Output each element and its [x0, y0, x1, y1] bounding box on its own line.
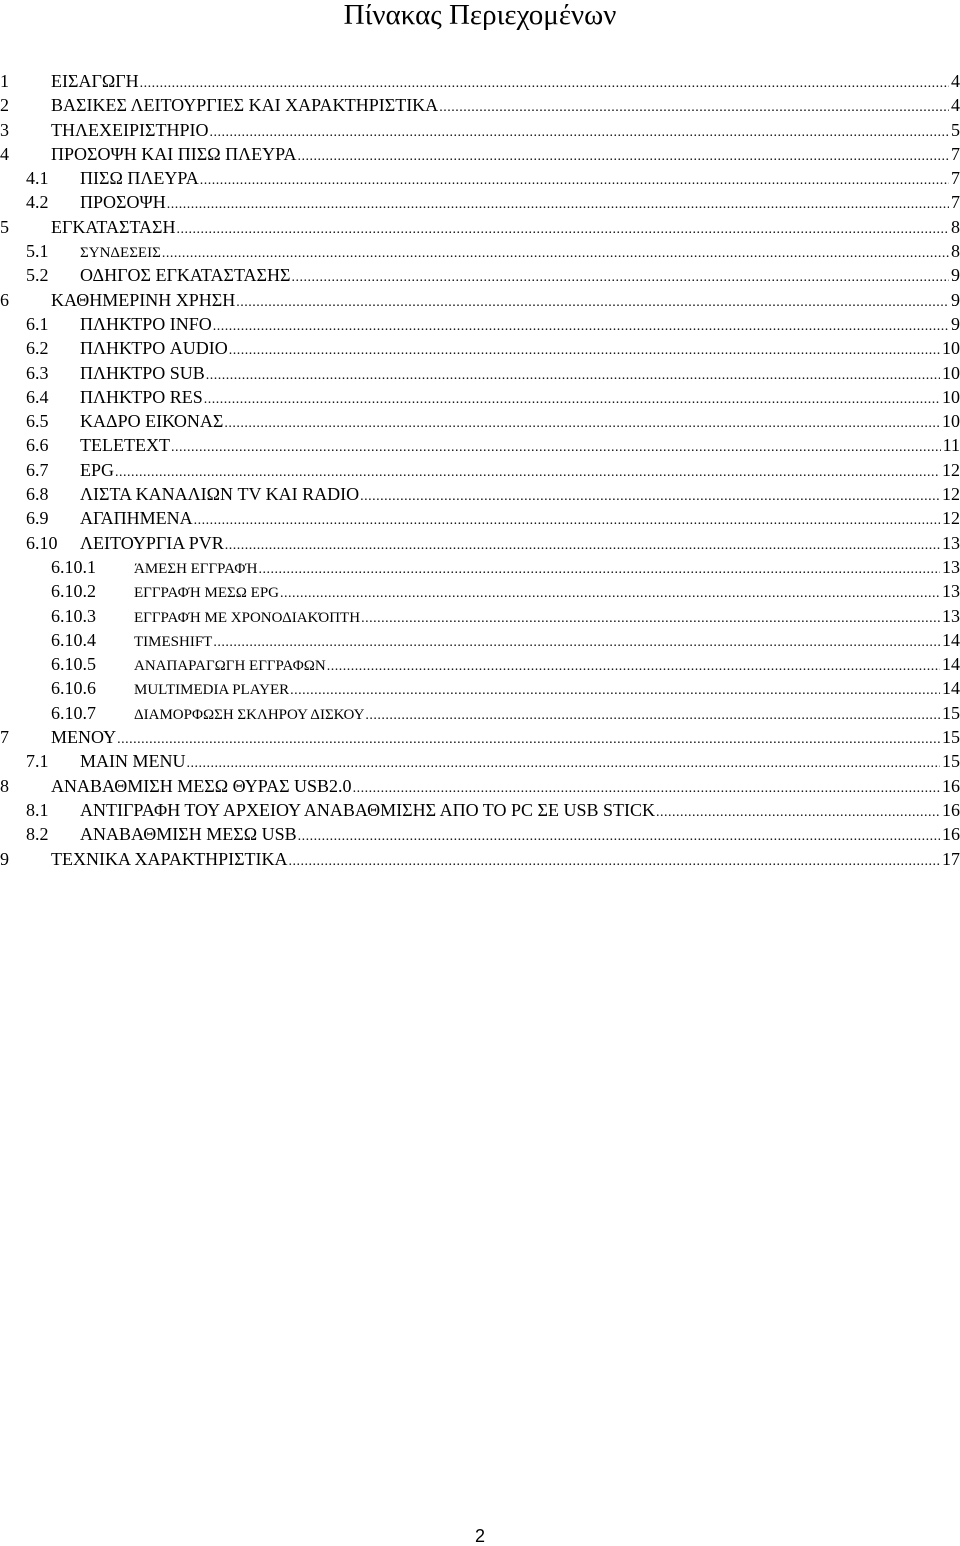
toc-entry-number: 5.2 [26, 265, 49, 286]
toc-entry-title: TELETEXT [80, 435, 170, 456]
toc-entry-page: 9 [951, 265, 960, 286]
toc-entry-title: ΚΑΘΗΜΕΡΙΝΗ ΧΡΗΣΗ [51, 289, 236, 310]
toc-entry-number: 6.10.2 [51, 581, 96, 602]
toc-entry[interactable] [0, 555, 960, 579]
toc-entry[interactable] [0, 579, 960, 603]
toc-entry-page: 13 [942, 532, 960, 553]
toc-entry-page: 8 [951, 216, 960, 237]
toc-entry-page: 10 [942, 362, 960, 383]
toc-entry[interactable] [0, 506, 960, 530]
toc-entry-number: 6.8 [26, 484, 49, 505]
toc-entry-page: 13 [942, 556, 960, 577]
toc-entry-number: 6 [0, 289, 9, 310]
toc-entry-title: ΛΕΙΤΟΥΡΓΙΑ PVR [80, 532, 224, 553]
toc-entry[interactable] [0, 531, 960, 555]
toc-entry-title: ΆΜΕΣΗ ΕΓΓΡΑΦΉ [134, 560, 258, 577]
toc-entry-title: ΚΑΔΡΟ ΕΙΚΟΝΑΣ [80, 411, 224, 432]
toc-entry-title: ΠΡΟΣΟΨΗ ΚΑΙ ΠΙΣΩ ΠΛΕΥΡΑ [51, 143, 297, 164]
toc-entry-title: ΠΙΣΩ ΠΛΕΥΡΑ [80, 168, 199, 189]
toc-entry-title: ΟΔΗΓΟΣ ΕΓΚΑΤΑΣΤΑΣΗΣ [80, 265, 291, 286]
toc-entry-number: 8.1 [26, 799, 49, 820]
toc-entry-page: 14 [942, 678, 960, 699]
toc-entry-page: 8 [951, 241, 960, 262]
toc-entry-page: 7 [951, 143, 960, 164]
toc-entry-number: 6.2 [26, 338, 49, 359]
toc-entry-page: 9 [951, 313, 960, 334]
toc-entry-number: 6.10 [26, 532, 58, 553]
toc-entry-page: 4 [951, 95, 960, 116]
toc-entry-page: 10 [942, 338, 960, 359]
toc-entry-page: 15 [942, 751, 960, 772]
toc-entry-number: 3 [0, 119, 9, 140]
toc-entry-number: 6.10.6 [51, 678, 96, 699]
dot-leader [289, 850, 940, 874]
toc-entry[interactable] [0, 774, 960, 798]
toc-entry-number: 5 [0, 216, 9, 237]
toc-entry-page: 5 [951, 119, 960, 140]
toc-entry-number: 1 [0, 71, 9, 91]
toc-entry[interactable] [0, 142, 960, 166]
toc-entry[interactable] [0, 458, 960, 482]
toc-entry-number: 7 [0, 727, 9, 748]
toc-entry-title: ΠΡΟΣΟΨΗ [80, 192, 166, 213]
toc-entry[interactable] [0, 166, 960, 190]
toc-entry-number: 4 [0, 143, 9, 164]
toc-entry-number: 9 [0, 848, 9, 869]
toc-entry[interactable] [0, 93, 960, 117]
toc-entry-title: ΑΝΑΒΑΘΜΙΣΗ ΜΕΣΩ ΘΥΡΑΣ USB2.0 [51, 775, 352, 796]
toc-entry-page: 10 [942, 411, 960, 432]
toc-entry[interactable] [0, 676, 960, 700]
toc-entry-title: ΑΝΑΠΑΡΑΓΩΓΗ ΕΓΓΡΑΦΩΝ [134, 658, 326, 675]
toc-entry[interactable] [0, 749, 960, 773]
toc-entry-title: ΔΙΑΜΟΡΦΩΣΗ ΣΚΛΗΡΟΥ ΔΙΣΚΟΥ [134, 706, 365, 723]
toc-entry-page: 15 [942, 727, 960, 748]
page-title: Πίνακας Περιεχομένων [343, 0, 617, 31]
toc-entry-title: ΠΛΗΚΤΡΟ RES [80, 386, 203, 407]
toc-entry[interactable] [0, 69, 960, 93]
toc-entry-title: ΤΕΧΝΙΚΑ ΧΑΡΑΚΤΗΡΙΣΤΙΚΑ [51, 848, 288, 869]
toc-entry-title: ΕΓΚΑΤΑΣΤΑΣΗ [51, 216, 176, 237]
toc-entry-number: 6.1 [26, 313, 49, 334]
toc-entry[interactable] [0, 628, 960, 652]
toc-entry-page: 14 [942, 629, 960, 650]
toc-entry[interactable] [0, 725, 960, 749]
toc-entry[interactable] [0, 798, 960, 822]
toc-entry-page: 10 [942, 386, 960, 407]
toc-entry-title: ΣΥΝΔΕΣΕΙΣ [80, 245, 161, 262]
toc-entry-title: ΜΕΝΟΥ [51, 727, 117, 748]
toc-entry-number: 6.5 [26, 411, 49, 432]
toc-entry-title: ΑΓΑΠΗΜΕΝΑ [80, 508, 193, 529]
toc-entry-page: 15 [942, 702, 960, 723]
toc-entry-page: 16 [942, 799, 960, 820]
toc-entry-title: ΠΛΗΚΤΡΟ SUB [80, 362, 205, 383]
toc-entry-page: 14 [942, 654, 960, 675]
table-of-contents [0, 69, 960, 871]
toc-entry-number: 6.9 [26, 508, 49, 529]
toc-entry-title: ΕΙΣΑΓΩΓΗ [51, 71, 139, 91]
toc-entry-number: 7.1 [26, 751, 49, 772]
toc-entry-number: 6.10.7 [51, 702, 96, 723]
toc-entry-page: 11 [942, 435, 960, 456]
toc-entry-title: ΕΓΓΡΑΦΉ ΜΕ ΧΡΟΝΟΔΙΑΚΌΠΤΗ [134, 609, 361, 626]
toc-entry[interactable] [0, 312, 960, 336]
toc-entry-title: TIMESHIFT [134, 633, 213, 650]
toc-entry-page: 13 [942, 581, 960, 602]
toc-entry-title: ΠΛΗΚΤΡΟ AUDIO [80, 338, 228, 359]
toc-entry-number: 6.4 [26, 386, 49, 407]
toc-entry-number: 8 [0, 775, 9, 796]
toc-entry-title: ΛΙΣΤΑ ΚΑΝΑΛΙΩΝ TV ΚΑΙ RADIO [80, 484, 360, 505]
toc-entry-page: 17 [942, 848, 960, 869]
toc-entry[interactable] [0, 701, 960, 725]
toc-entry[interactable] [0, 118, 960, 142]
toc-entry-page: 16 [942, 775, 960, 796]
toc-entry-number: 6.10.4 [51, 629, 96, 650]
toc-entry[interactable] [0, 604, 960, 628]
toc-entry-page: 12 [942, 484, 960, 505]
toc-entry[interactable] [0, 215, 960, 239]
toc-entry[interactable] [0, 336, 960, 360]
toc-entry-page: 16 [942, 824, 960, 845]
toc-entry[interactable] [0, 482, 960, 506]
toc-entry-title: ΑΝΤΙΓΡΑΦΗ ΤΟΥ ΑΡΧΕΙΟΥ ΑΝΑΒΑΘΜΙΣΗΣ ΑΠΟ ΤΟ PC ΣΕ USB STICK [80, 799, 655, 820]
toc-entry[interactable] [0, 433, 960, 457]
toc-entry[interactable] [0, 652, 960, 676]
toc-entry[interactable] [0, 190, 960, 214]
toc-entry-number: 6.10.1 [51, 556, 96, 577]
toc-entry[interactable] [0, 409, 960, 433]
toc-entry-number: 6.6 [26, 435, 49, 456]
toc-entry-number: 4.1 [26, 168, 49, 189]
toc-entry-number: 2 [0, 95, 9, 116]
toc-entry-page: 7 [951, 168, 960, 189]
toc-entry-number: 6.10.5 [51, 654, 96, 675]
toc-entry-number: 6.7 [26, 459, 49, 480]
toc-entry-title: ΠΛΗΚΤΡΟ INFO [80, 313, 212, 334]
toc-entry-page: 9 [951, 289, 960, 310]
page-number: 2 [474, 1526, 485, 1546]
toc-entry-page: 13 [942, 605, 960, 626]
toc-entry-title: ΒΑΣΙΚΕΣ ΛΕΙΤΟΥΡΓΙΕΣ ΚΑΙ ΧΑΡΑΚΤΗΡΙΣΤΙΚΑ [51, 95, 439, 116]
toc-entry-number: 8.2 [26, 824, 49, 845]
toc-entry-number: 6.10.3 [51, 605, 96, 626]
toc-entry-number: 6.3 [26, 362, 49, 383]
toc-entry[interactable] [0, 239, 960, 263]
toc-entry[interactable] [0, 847, 960, 871]
toc-entry-number: 5.1 [26, 241, 49, 262]
toc-entry-page: 12 [942, 459, 960, 480]
toc-entry[interactable] [0, 263, 960, 287]
toc-entry[interactable] [0, 822, 960, 846]
toc-entry-title: MAIN MENU [80, 751, 186, 772]
toc-entry-number: 4.2 [26, 192, 49, 213]
toc-entry[interactable] [0, 288, 960, 312]
toc-entry-title: ΤΗΛΕΧΕΙΡΙΣΤΗΡΙΟ [51, 119, 209, 140]
toc-entry-page: 12 [942, 508, 960, 529]
toc-entry-title: EPG [80, 459, 115, 480]
toc-entry[interactable] [0, 385, 960, 409]
toc-entry[interactable] [0, 361, 960, 385]
toc-entry-title: ΕΓΓΡΑΦΉ ΜΕΣΩ EPG [134, 585, 280, 602]
toc-entry-page: 7 [951, 192, 960, 213]
toc-entry-title: ΑΝΑΒΑΘΜΙΣΗ ΜΕΣΩ USB [80, 824, 297, 845]
toc-entry-page: 4 [951, 71, 960, 91]
toc-entry-title: MULTIMEDIA PLAYER [134, 682, 290, 699]
